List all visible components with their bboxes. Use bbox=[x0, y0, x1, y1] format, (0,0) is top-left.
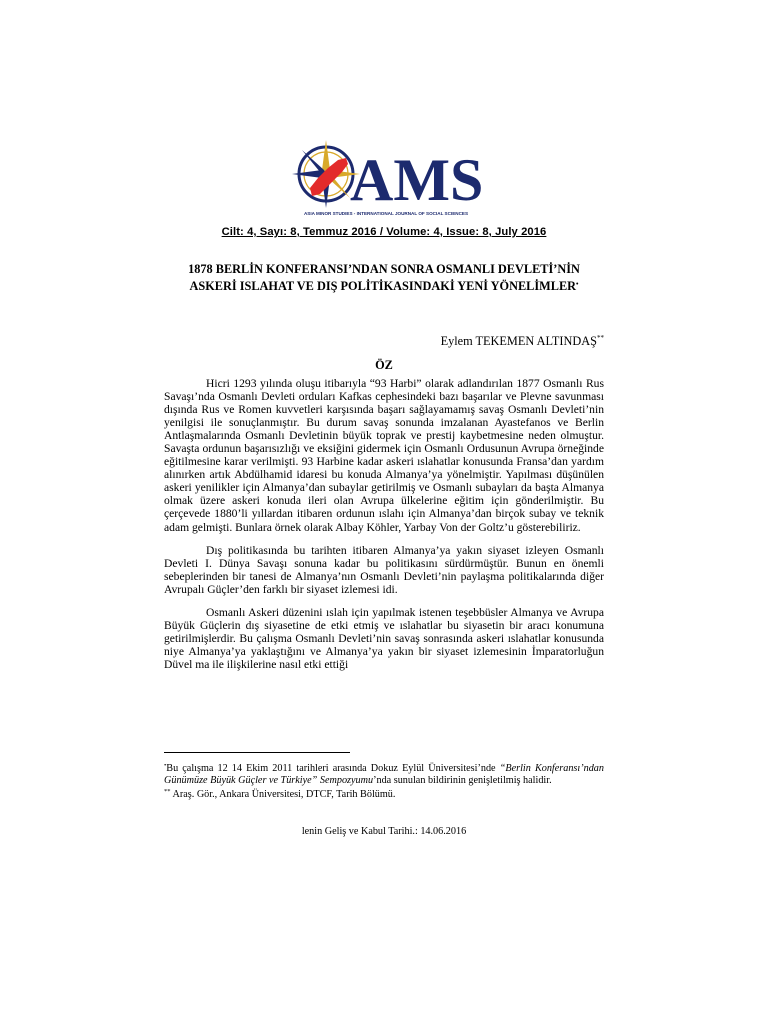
abstract-heading: ÖZ bbox=[375, 358, 393, 372]
footnote-2 bbox=[164, 786, 604, 801]
author-text: Eylem TEKEMEN ALTINDAŞ bbox=[440, 334, 597, 348]
abstract-paragraph-1: Hicri 1293 yılında oluşu itibarıyla “93 Harbi” olarak adlandırılan 1877 Osmanlı Rus Savaşı’nda Osmanlı Devleti orduları Kafkas cephesindeki bazı başarılar ve Plevne savunması dışında Rus ve Romen kuvvetleri karşısında başarı sağlayamamış savaş Osmanlı Devleti’nin yenilgisi ile sonuçlanmıştır. Bu durum savaş sonunda imzalanan Ayastefanos ve Berlin Antlaşmalarında Osmanlı Devletinin büyük toprak ve prestij kaybetmesine neden olmuştur. Savaşta ordunun başarısızlığı ve eksiğini gidermek için Osmanlı Ordusunun Avrupa örneğinde eğitilmesine karar verilmişti. 93 Harbine kadar askeri ıslahatlar konusunda Fransa’dan yardım alınırken artık Abdülhamid idaresi bu konuda Almanya’ya yönelmiştir. Yapılması düşünülen askeri yenilikler için Almanya’dan subaylar getirilmiş ve Osmanlı subayları da başta Almanya olmak üzere askeri konuda ileri olan Avrupa ülkelerine eğitim için gönderilmiştir. Bu çerçevede 1880’li yıllardan itibaren ordunun ıslahı için Almanya’dan birçok subay ve teknik adam gelmişti. Bunlara örnek olarak Albay Köhler, Yarbay Von der Goltz’u gösterebiliriz. bbox=[164, 377, 604, 534]
footnote-2-text: Araş. Gör., Ankara Üniversitesi, DTCF, Tarih Bölümü. bbox=[170, 789, 396, 800]
footnotes bbox=[164, 760, 604, 801]
title-line-1: 1878 BERLİN KONFERANSI’NDAN SONRA OSMANLI DEVLETİ’NİN bbox=[188, 262, 580, 276]
issue-line: Cilt: 4, Sayı: 8, Temmuz 2016 / Volume: 4, Issue: 8, July 2016 bbox=[221, 226, 547, 238]
journal-logo bbox=[288, 138, 484, 220]
footnote-1-mark: • bbox=[164, 762, 167, 769]
title-line-2-text: ASKERİ ISLAHAT VE DIŞ POLİTİKASINDAKİ YENİ YÖNELİMLER bbox=[189, 279, 577, 293]
footnote-divider bbox=[164, 752, 350, 753]
footnote-1-italic: “Berlin Konferansı’ndan Günümüze Büyük Güçler ve Türkiye” Sempozyumu bbox=[164, 763, 604, 786]
title-line-2 bbox=[150, 277, 618, 294]
abstract-body bbox=[164, 377, 604, 681]
article-title bbox=[150, 262, 618, 294]
footnote-1 bbox=[164, 760, 604, 786]
ams-logo-graphic bbox=[288, 138, 484, 220]
title-footnote-mark: • bbox=[576, 280, 579, 288]
footnote-1-text-b: ’nda sunulan bildirinin genişletilmiş halidir. bbox=[373, 774, 552, 786]
logo-text: AMS bbox=[350, 147, 484, 213]
author-footnote-mark: ** bbox=[597, 334, 604, 342]
submission-dates: lenin Geliş ve Kabul Tarihi.: 14.06.2016 bbox=[301, 826, 467, 837]
footnote-1-text-a: Bu çalışma 12 14 Ekim 2011 tarihleri arasında Dokuz Eylül Üniversitesi’nde bbox=[166, 763, 500, 774]
abstract-paragraph-2: Dış politikasında bu tarihten itibaren Almanya’ya yakın siyaset izleyen Osmanlı Devleti I. Dünya Savaşı sonuna kadar bu politikasını sürdürmüştür. Bunun en önemli sebeplerinden bir tanesi de Almanya’nın Osmanlı Devleti’nin paylaşma politikalarında diğer Avrupalı Güçler’den farklı bir siyaset izlemesi idi. bbox=[164, 543, 604, 596]
footnote-2-mark: ** bbox=[164, 788, 171, 795]
author-name bbox=[441, 334, 604, 349]
abstract-paragraph-3: Osmanlı Askeri düzenini ıslah için yapılmak istenen teşebbüsler Almanya ve Avrupa Büyük Güçlerin dış siyasetine de etki etmiş ve ıslahatlar bu siyasetin bir aracı konumuna getirilmişlerdir. Bu çalışma Osmanlı Devleti’nin savaş sonrasında askeri ıslahatlar konusunda niye Almanya’ya yaklaştığını ve Almanya’ya yakın bir siyaset izlemesinin İmparatorluğun Düvel ma ile ilişkilerine nasıl etki ettiği bbox=[164, 605, 604, 671]
logo-tagline: ASIA MINOR STUDIES - INTERNATIONAL JOURNAL OF SOCIAL SCIENCES bbox=[303, 211, 469, 216]
